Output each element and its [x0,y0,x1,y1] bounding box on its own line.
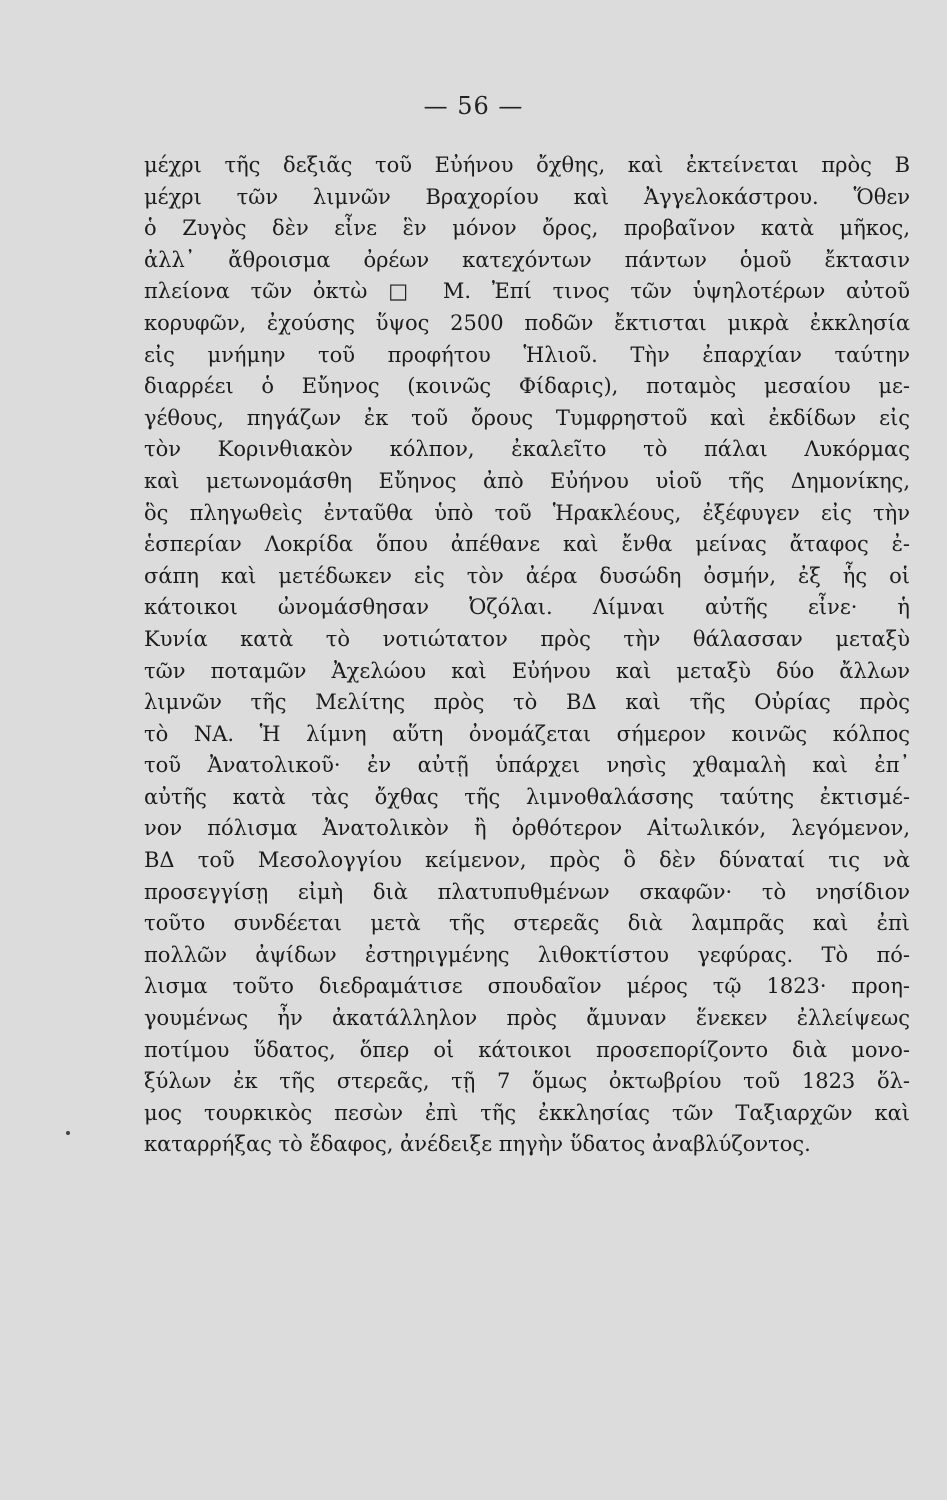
body-text [144,150,910,1161]
text-line: καταρρήξας τὸ ἔδαφος, ἀνέδειξε πηγὴν ὕδατος ἀναβλύζοντος. [144,1132,811,1157]
text-line: ὁ Ζυγὸς δὲν εἶνε ἓν μόνον ὄρος, προβαῖνον κατὰ μῆκος, [144,216,910,241]
text-line: τῶν ποταμῶν Ἀχελώου καὶ Εὐήνου καὶ μεταξὺ δύο ἄλλων [144,658,910,683]
text-line: εἰς μνήμην τοῦ προφήτου Ἡλιοῦ. Τὴν ἐπαρχίαν ταύτην [144,342,910,367]
text-line: πολλῶν ἀψίδων ἐστηριγμένης λιθοκτίστου γεφύρας. Τὸ πό- [144,942,910,967]
text-line: προσεγγίσῃ εἰμὴ διὰ πλατυπυθμένων σκαφῶν· τὸ νησίδιον [144,879,910,904]
text-line: ἑσπερίαν Λοκρίδα ὅπου ἀπέθανε καὶ ἔνθα μείνας ἄταφος ἐ- [144,532,910,557]
text-line: καὶ μετωνομάσθη Εὔηνος ἀπὸ Εὐήνου υἱοῦ τῆς Δημονίκης, [144,468,910,493]
text-line: γουμένως ἦν ἀκατάλληλον πρὸς ἄμυναν ἕνεκεν ἐλλείψεως [144,1006,910,1031]
text-line: τοῦ Ἀνατολικοῦ· ἐν αὐτῇ ὑπάρχει νησὶς χθαμαλὴ καὶ ἐπ᾽ [144,753,910,778]
text-line: τοῦτο συνδέεται μετὰ τῆς στερεᾶς διὰ λαμπρᾶς καὶ ἐπὶ [144,911,910,936]
text-line: ὃς πληγωθεὶς ἐνταῦθα ὑπὸ τοῦ Ἡρακλέους, ἐξέφυγεν εἰς τὴν [144,500,910,525]
page-number: — 56 — [423,92,524,120]
text-line: τὸν Κορινθιακὸν κόλπον, ἐκαλεῖτο τὸ πάλαι Λυκόρμας [144,437,910,462]
text-line: ξύλων ἐκ τῆς στερεᾶς, τῇ 7 ὅμως ὀκτωβρίου τοῦ 1823 ὅλ- [144,1069,910,1094]
text-line: ΒΔ τοῦ Μεσολογγίου κείμενον, πρὸς ὃ δὲν δύναταί τις νὰ [144,848,910,873]
text-line: διαρρέει ὁ Εὔηνος (κοινῶς Φίδαρις), ποταμὸς μεσαίου με- [144,374,910,399]
text-line: ποτίμου ὕδατος, ὅπερ οἱ κάτοικοι προσεπορίζοντο διὰ μονο- [144,1037,910,1062]
text-line: λισμα τοῦτο διεδραμάτισε σπουδαῖον μέρος τῷ 1823· προη- [144,974,910,999]
text-line: πλείονα τῶν ὀκτὼ □ Μ. Ἐπί τινος τῶν ὑψηλοτέρων αὐτοῦ [144,279,910,304]
text-line: τὸ ΝΑ. Ἡ λίμνη αὕτη ὀνομάζεται σήμερον κοινῶς κόλπος [144,721,910,746]
print-speck [66,1131,70,1135]
text-line: μος τουρκικὸς πεσὼν ἐπὶ τῆς ἐκκλησίας τῶν Ταξιαρχῶν καὶ [144,1100,910,1125]
text-line: κορυφῶν, ἐχούσης ὕψος 2500 ποδῶν ἔκτισται μικρὰ ἐκκλησία [144,310,910,335]
text-line: ἀλλ᾽ ἄθροισμα ὀρέων κατεχόντων πάντων ὁμοῦ ἔκτασιν [144,247,910,272]
text-line: νον πόλισμα Ἀνατολικὸν ἢ ὀρθότερον Αἰτωλικόν, λεγόμενον, [144,816,910,841]
text-line: σάπη καὶ μετέδωκεν εἰς τὸν ἀέρα δυσώδη ὀσμήν, ἐξ ἧς οἱ [144,563,910,588]
text-line: γέθους, πηγάζων ἐκ τοῦ ὄρους Τυμφρηστοῦ καὶ ἐκδίδων εἰς [144,405,910,430]
text-line: λιμνῶν τῆς Μελίτης πρὸς τὸ ΒΔ καὶ τῆς Οὐρίας πρὸς [144,690,910,715]
text-line: αὐτῆς κατὰ τὰς ὄχθας τῆς λιμνοθαλάσσης ταύτης ἐκτισμέ- [144,784,910,809]
text-line: Κυνία κατὰ τὸ νοτιώτατον πρὸς τὴν θάλασσαν μεταξὺ [144,626,910,651]
text-line: κάτοικοι ὠνομάσθησαν Ὀζόλαι. Λίμναι αὐτῆς εἶνε· ἡ [144,595,910,620]
text-line: μέχρι τῶν λιμνῶν Βραχορίου καὶ Ἀγγελοκάστρου. Ὅθεν [144,184,910,209]
text-line: μέχρι τῆς δεξιᾶς τοῦ Εὐήνου ὄχθης, καὶ ἐκτείνεται πρὸς Β [144,153,910,177]
